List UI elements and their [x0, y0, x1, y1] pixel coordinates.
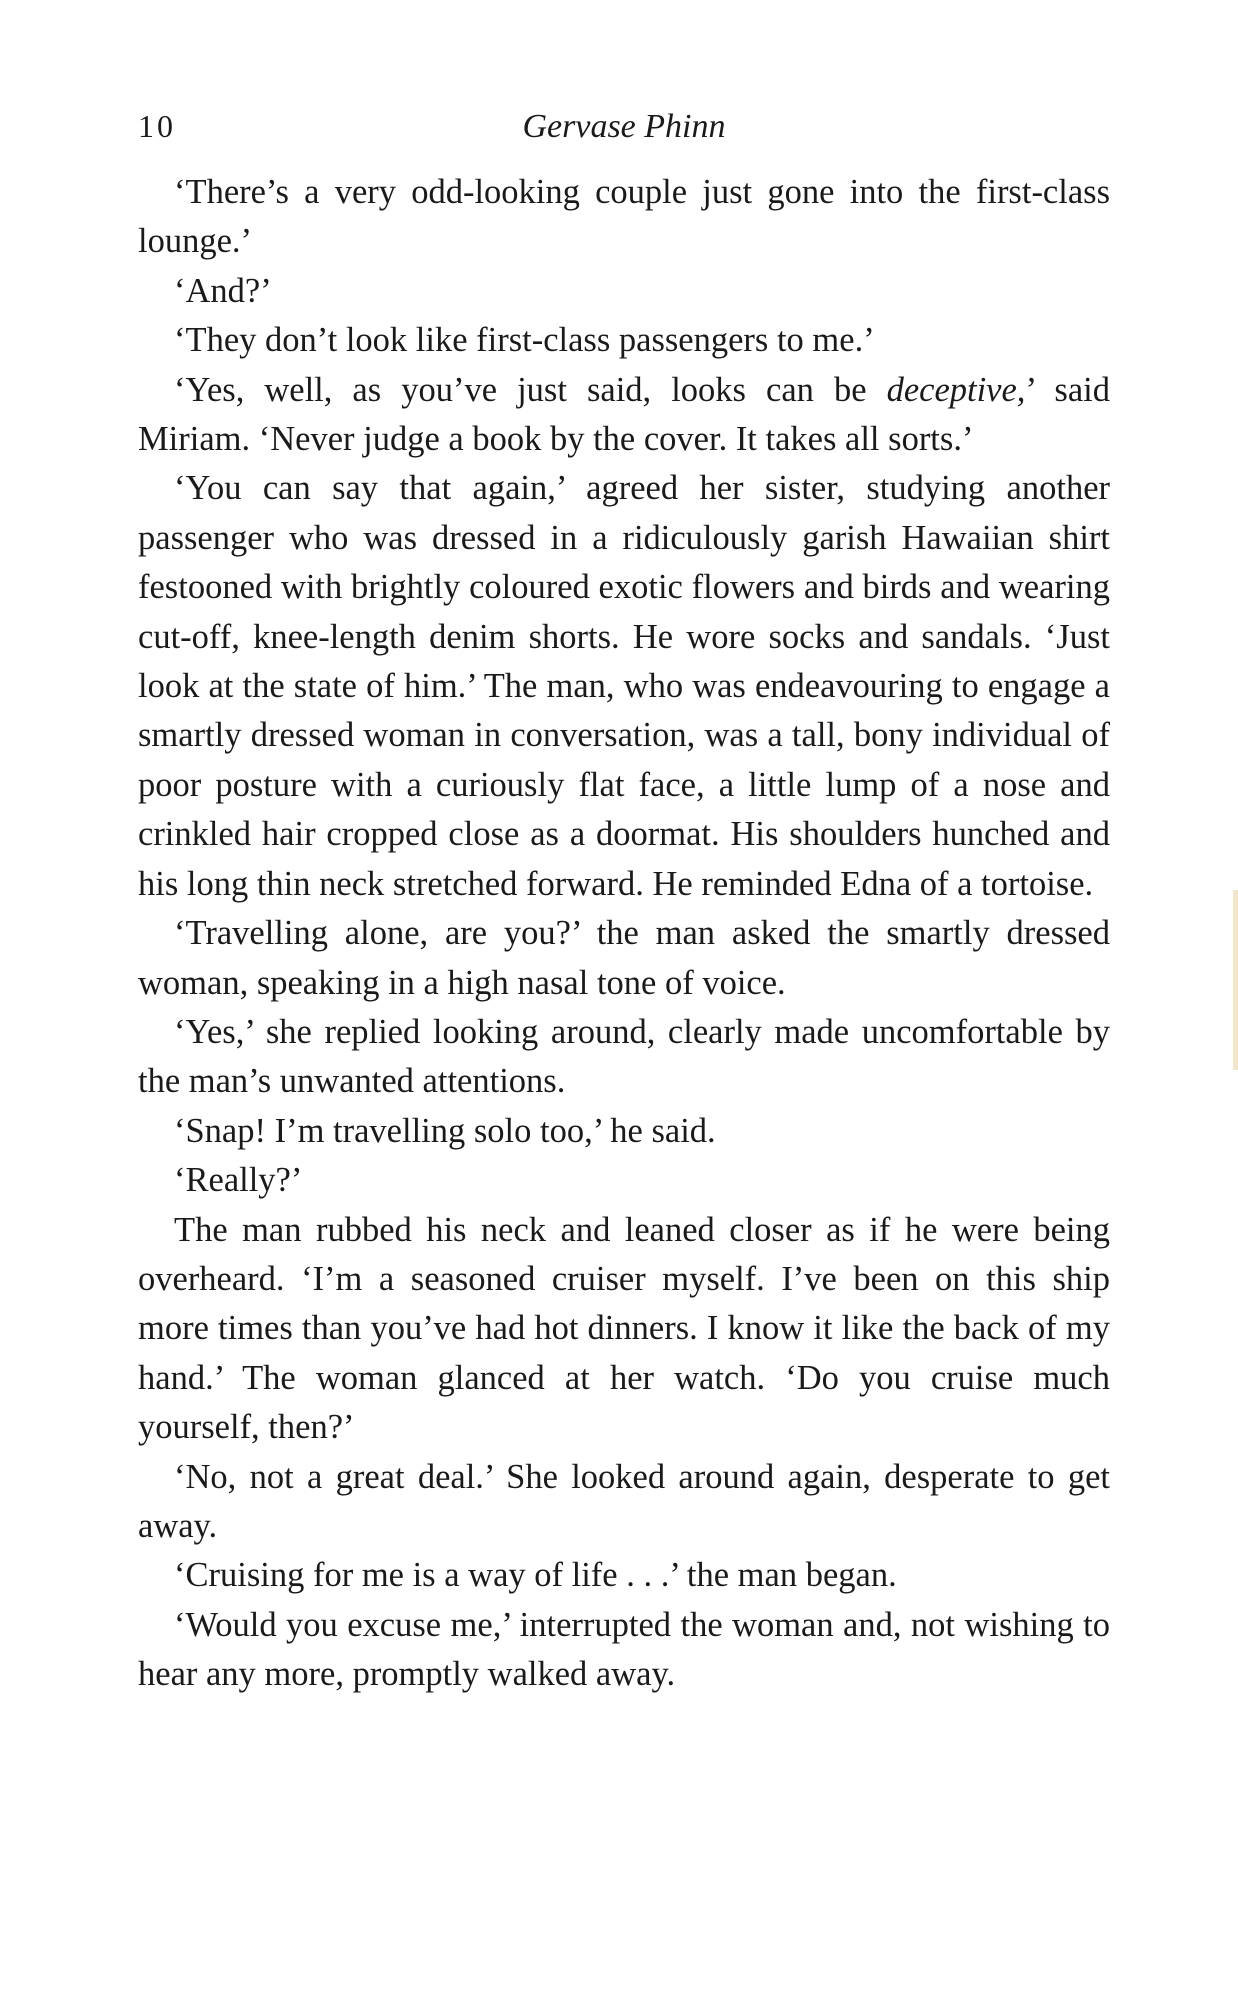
page-number: 10 — [138, 108, 176, 144]
emphasis: deceptive, — [886, 370, 1026, 409]
body-text — [138, 168, 1110, 1700]
paragraph: ‘They don’t look like first-class passengers to me.’ — [174, 321, 875, 360]
running-head — [138, 108, 1110, 158]
paragraph: ‘You can say that again,’ agreed her sister, studying another passenger who was dressed in a ridiculously garish Hawaiian shirt festooned with brightly coloured exotic flowers and birds and wearing cut-off, knee-length denim shorts. He wore socks and sandals. ‘Just look at the state of him.’ The man, who was endeavouring to engage a smartly dressed woman in conversation, was a tall, bony individual of poor posture with a curiously flat face, a little lump of a nose and crinkled hair cropped close as a doormat. His shoulders hunched and his long thin neck stretched forward. He reminded Edna of a tortoise. — [138, 469, 1110, 903]
paragraph: ‘There’s a very odd-looking couple just gone into the first-class lounge.’ — [138, 173, 1110, 261]
paragraph: ‘No, not a great deal.’ She looked around again, desperate to get away. — [138, 1457, 1110, 1545]
page-edge-tint — [1233, 890, 1238, 1070]
paragraph: ‘Snap! I’m travelling solo too,’ he said. — [174, 1111, 716, 1150]
paragraph: ‘Would you excuse me,’ interrupted the woman and, not wishing to hear any more, promptly walked away. — [138, 1605, 1110, 1694]
paragraph: ‘Cruising for me is a way of life . . .’ the man began. — [174, 1556, 897, 1595]
paragraph: ‘Really?’ — [174, 1161, 303, 1200]
paragraph: ‘Travelling alone, are you?’ the man asked the smartly dressed woman, speaking in a high nasal tone of voice. — [138, 914, 1110, 1002]
paragraph: ‘Yes, well, as you’ve just said, looks can be deceptive,’ said Miriam. ‘Never judge a book by the cover. It takes all sorts.’ — [138, 370, 1110, 459]
running-head-author: Gervase Phinn — [522, 108, 726, 145]
paragraph: ‘And?’ — [174, 271, 272, 310]
paragraph: The man rubbed his neck and leaned closer as if he were being overheard. ‘I’m a seasoned cruiser myself. I’ve been on this ship more times than you’ve had hot dinners. I know it like the back of my hand.’ The woman glanced at her watch. ‘Do you cruise much yourself, then?’ — [138, 1210, 1110, 1447]
book-page — [138, 108, 1110, 1700]
paragraph: ‘Yes,’ she replied looking around, clearly made uncomfortable by the man’s unwanted attentions. — [138, 1012, 1110, 1101]
